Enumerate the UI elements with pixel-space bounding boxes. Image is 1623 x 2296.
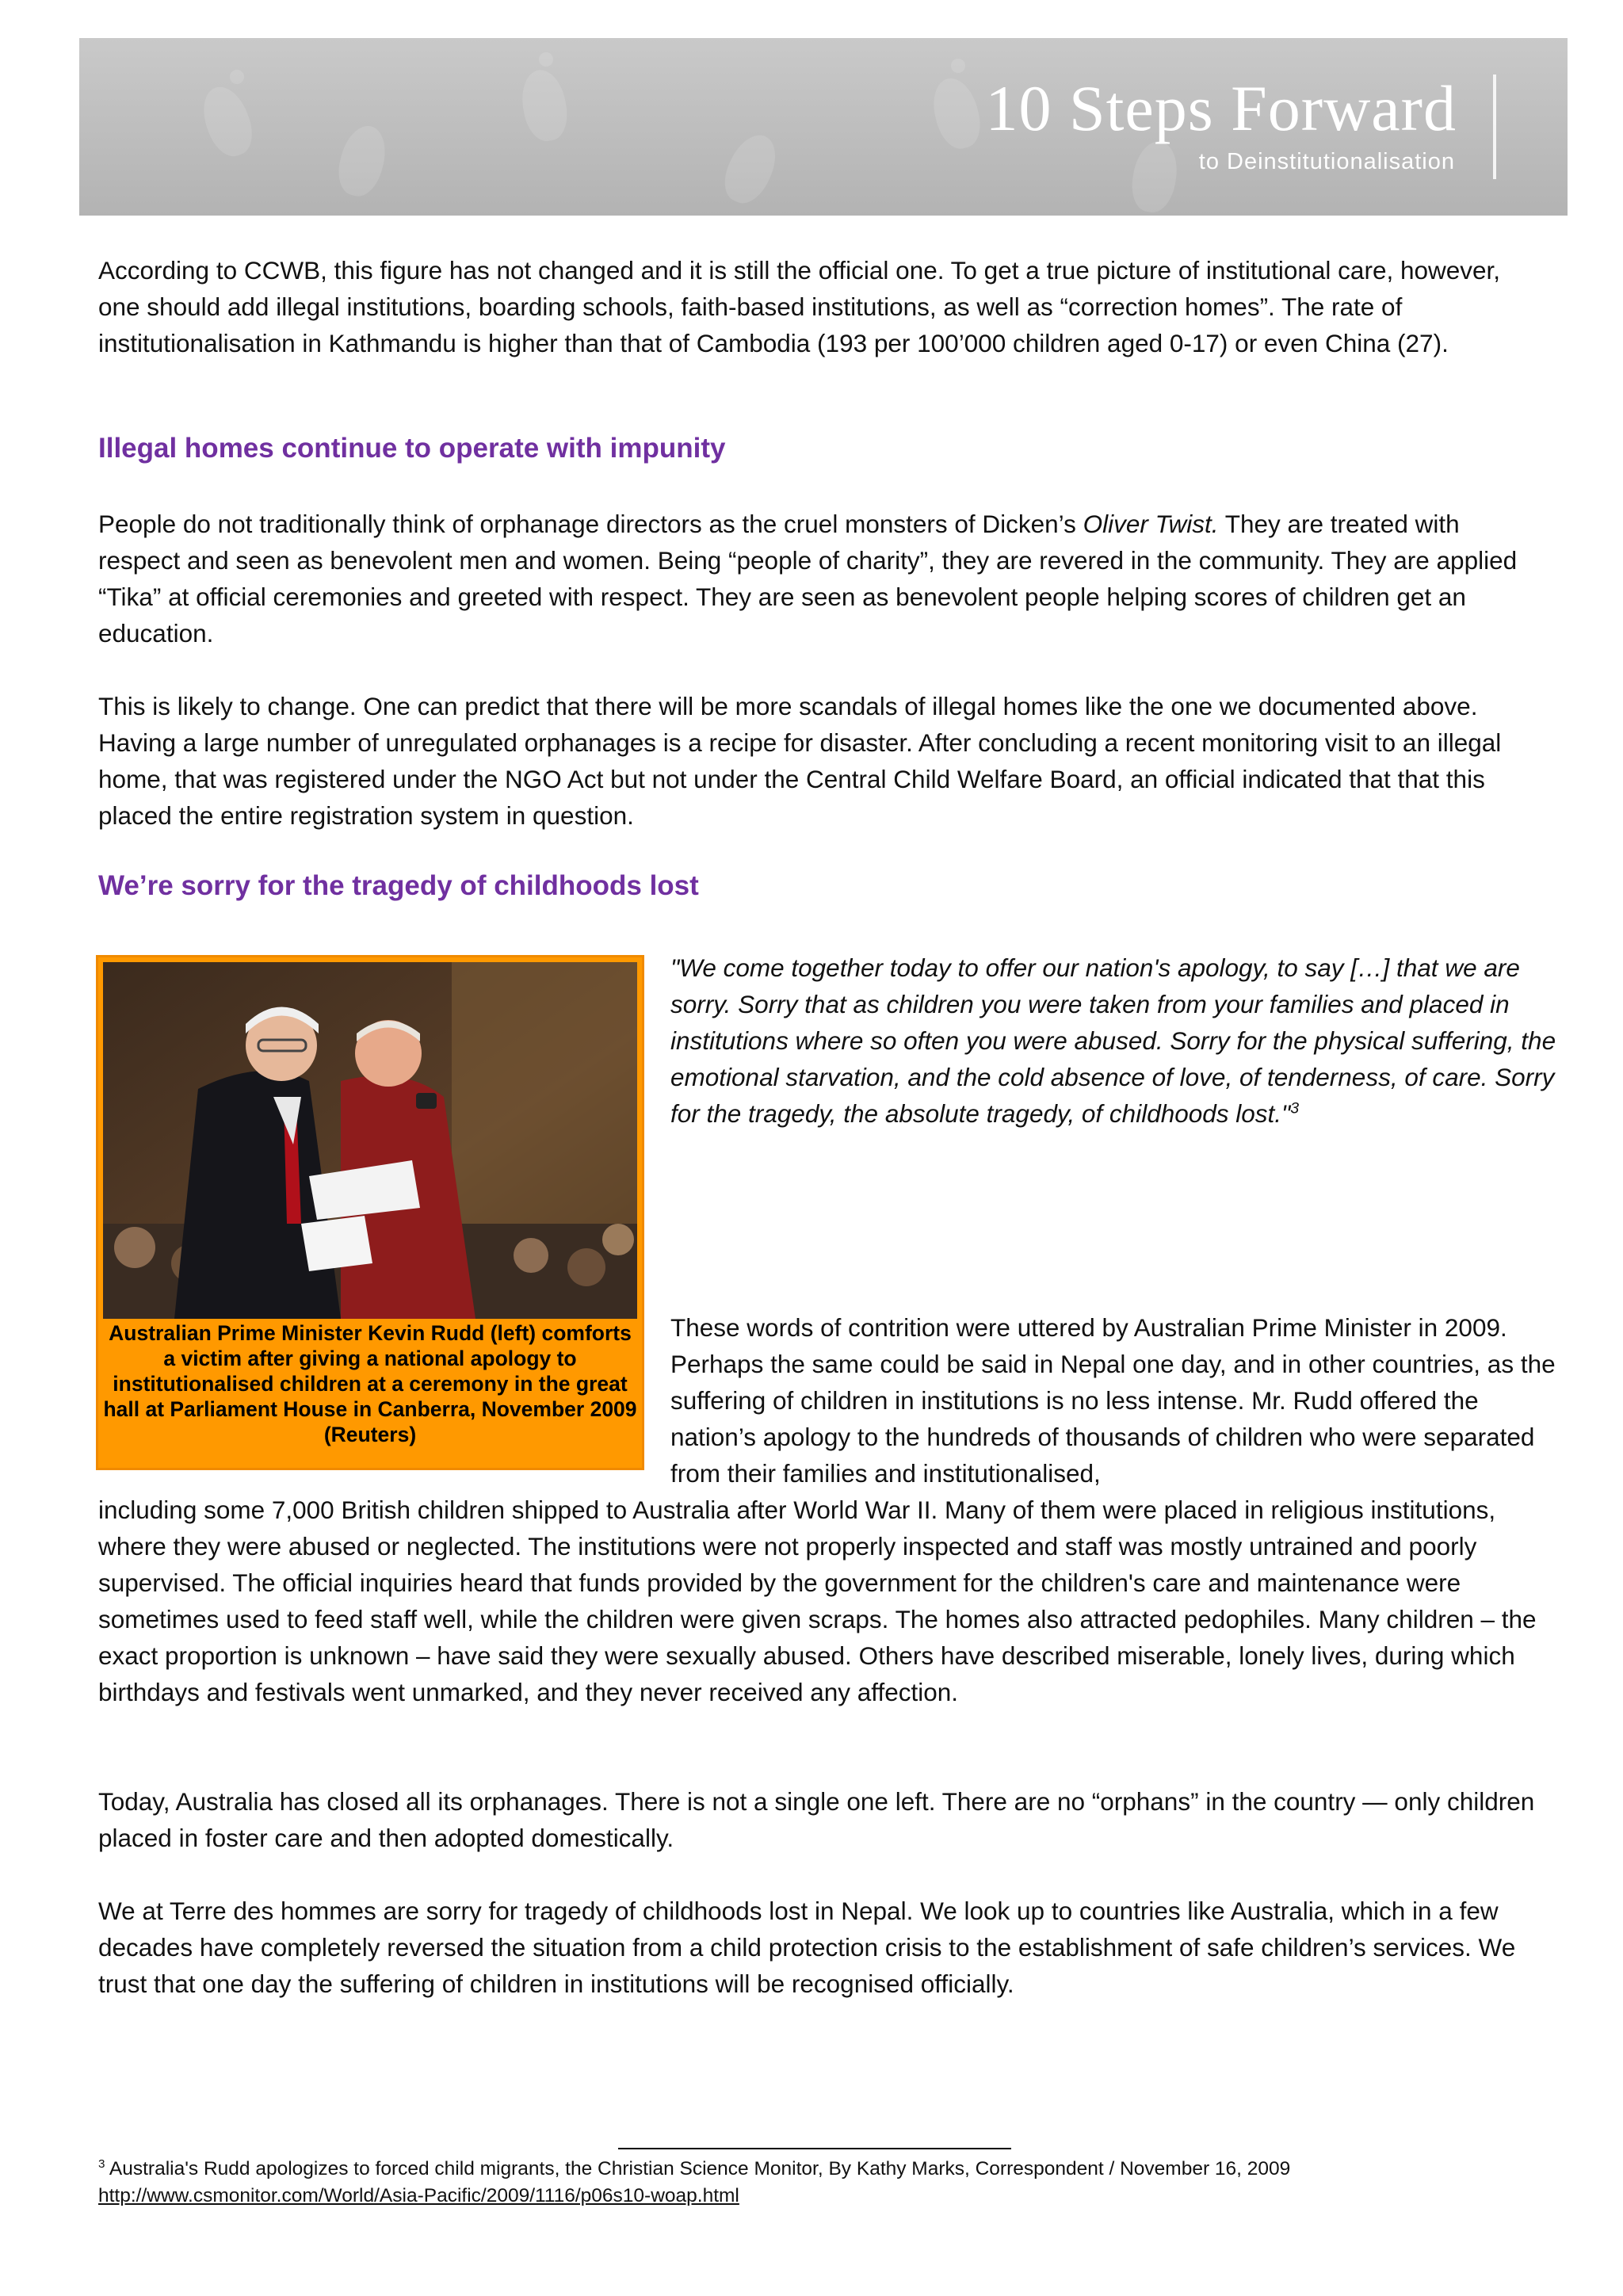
brand-title: 10 Steps Forward (985, 72, 1457, 144)
oliver-twist-title: Oliver Twist. (1083, 510, 1219, 538)
footprint-decoration (517, 67, 572, 144)
footprint-decoration (195, 80, 260, 162)
sorry-text: We at Terre des hommes are sorry for tragedy of childhoods lost in Nepal. We look up to countries like Australia, which in a few decades have completely reversed the situation from a child protection crisis to the establishment of safe children’s services. We trust that one day the suffering of children in institutions will be recognised officially. (98, 1897, 1516, 1998)
intro-text: According to CCWB, this figure has not changed and it is still the official one. To get a true picture of institutional care, however, one should add illegal institutions, boarding schools, faith-based institutions, as well as “correction homes”. The rate of institutionalisation in Kathmandu is higher than that of Cambodia (193 per 100’000 children aged 0-17) or even China (27). (98, 256, 1501, 357)
contrition-text: These words of contrition were uttered by Australian Prime Minister in 2009. Perhaps the same could be said in Nepal one day, and in other countries, as the suffering of children in institutions is no less intense. Mr. Rudd offered the nation’s apology to the hundreds of thousands of children who were separated from their families and institutionalised, (670, 1313, 1556, 1488)
today-text: Today, Australia has closed all its orphanages. There is not a single one left. There are no “orphans” in the country — only children placed in foster care and then adopted domestically. (98, 1787, 1535, 1852)
rudd-ceremony-photo (103, 962, 637, 1319)
footnote (98, 2156, 1572, 2210)
footnote-link[interactable]: http://www.csmonitor.com/World/Asia-Pacific/2009/1116/p06s10-woap.html (98, 2185, 739, 2206)
contrition-paragraph (670, 1309, 1558, 1492)
p2-text: This is likely to change. One can predict that there will be more scandals of illegal homes like the one we documented above. Having a large number of unregulated orphanages is a recipe for disaster. After concluding a recent monitoring visit to an illegal home, that was registered under the NGO Act but not under the Central Child Welfare Board, an official indicated that that this placed the entire registration system in question. (98, 692, 1502, 830)
continued-text: including some 7,000 British children shipped to Australia after World War II. Many of them were placed in religious institutions, where they were abused or neglected. The institutions were not properly inspected and staff was mostly untrained and poorly supervised. The official inquiries heard that funds provided by the government for the children's care and maintenance were sometimes used to feed staff well, while the children were given scraps. The homes also attracted pedophiles. Many children – the exact proportion is unknown – have said they were sexually abused. Others have described miserable, lonely lives, during which birthdays and festivals went unmarked, and they never received any affection. (98, 1496, 1537, 1706)
section1-paragraph-1 (98, 506, 1541, 651)
footprint-decoration (332, 121, 391, 201)
footprint-decoration (1128, 138, 1182, 216)
header-banner (79, 38, 1568, 216)
photo-figure (96, 955, 644, 1470)
brand-subtitle: to Deinstitutionalisation (1198, 149, 1455, 174)
footprint-decoration (951, 59, 965, 73)
section1-paragraph-2 (98, 688, 1541, 834)
footnote-text: Australia's Rudd apologizes to forced child migrants, the Christian Science Monitor, By Kathy Marks, Correspondent / November 16, 2009 (105, 2158, 1291, 2179)
section-heading-sorry: We’re sorry for the tragedy of childhoods lost (98, 870, 699, 901)
footprint-decoration (230, 70, 244, 84)
footprint-decoration (539, 52, 553, 67)
intro-paragraph (98, 252, 1541, 361)
footprint-decoration (926, 74, 986, 154)
continued-paragraph (98, 1492, 1541, 1710)
footnote-separator (618, 2148, 1011, 2149)
brand-divider (1493, 74, 1496, 179)
p1-text-b: They are treated with respect and seen as benevolent men and women. Being “people of charity”, they are revered in the community. They are applied “Tika” at official ceremonies and greeted with respect. They are seen as benevolent people helping scores of children get an education. (98, 510, 1518, 648)
quote-text: "We come together today to offer our nation's apology, to say […] that we are sorry. Sorry that as children you were taken from your families and placed in institutions where so often you were abused. Sorry for the physical suffering, the emotional starvation, and the cold absence of love, of tenderness, of care. Sorry for the tragedy, the absolute tragedy, of childhoods lost." (670, 953, 1556, 1128)
today-paragraph (98, 1783, 1541, 1856)
photo-illustration (103, 962, 637, 1319)
section-heading-illegal-homes: Illegal homes continue to operate with impunity (98, 433, 726, 464)
sorry-paragraph (98, 1893, 1541, 2002)
apology-quote (670, 949, 1558, 1132)
p1-text-a: People do not traditionally think of orphanage directors as the cruel monsters of Dicken’s (98, 510, 1083, 538)
photo-caption: Australian Prime Minister Kevin Rudd (left) comforts a victim after giving a national apology to institutionalised children at a ceremony in the great hall at Parliament House in Canberra, November 2009 (Reuters) (103, 1321, 637, 1446)
quote-footnote-ref: 3 (1290, 1099, 1300, 1117)
footprint-decoration (716, 128, 785, 210)
footnote-number: 3 (98, 2157, 105, 2171)
